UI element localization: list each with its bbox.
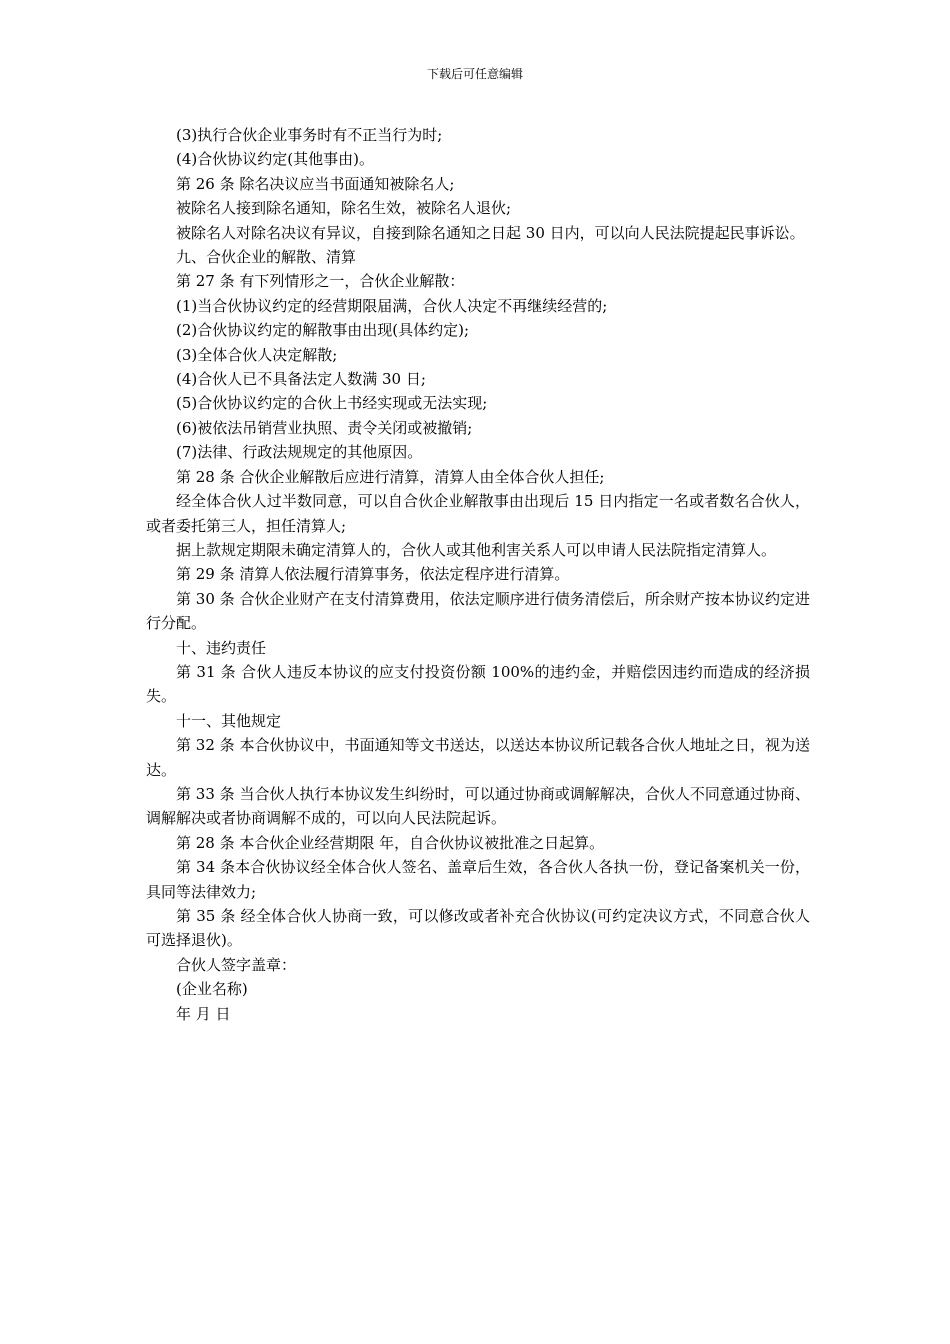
signature-label: 合伙人签字盖章： [176,955,297,974]
article-32: 第 32 条 本合伙协议中，书面通知等文书送达，以送达本协议所记载各合伙人地址之日，视为送达。 [146,736,810,779]
list-item: (7)法律、行政法规规定的其他原因。 [176,443,423,462]
list-item: (3)全体合伙人决定解散; [176,345,338,364]
article-28: 第 28 条 合伙企业解散后应进行清算，清算人由全体合伙人担任; [176,467,605,486]
article-34: 第 34 条本合伙协议经全体合伙人签名、盖章后生效，各合伙人各执一份，登记备案机关一份，具同等法律效力; [146,858,810,901]
clause-paragraph: 被除名人对除名决议有异议，自接到除名通知之日起 30 日内，可以向人民法院提起民事诉讼。 [176,223,805,242]
date-line: 年 月 日 [176,1004,231,1023]
section-heading-9: 九、合伙企业的解散、清算 [176,248,357,267]
article-33: 第 33 条 当合伙人执行本协议发生纠纷时，可以通过协商或调解解决，合伙人不同意通过协商、调解解决或者协商调解不成的，可以向人民法院起诉。 [146,784,810,828]
clause-paragraph: (3)执行合伙企业事务时有不正当行为时; [176,126,443,144]
clause-paragraph: (4)合伙协议约定(其他事由)。 [176,150,374,169]
section-heading-11: 十一、其他规定 [176,711,282,730]
article-27: 第 27 条 有下列情形之一，合伙企业解散： [176,272,465,291]
document-body [146,123,810,1026]
clause-paragraph: 被除名人接到除名通知，除名生效，被除名人退伙; [176,199,512,218]
article-29: 第 29 条 清算人依法履行清算事务，依法定程序进行清算。 [176,565,570,584]
list-item: (5)合伙协议约定的合伙上书经实现或无法实现; [176,394,488,413]
company-name-placeholder: (企业名称) [176,980,248,999]
list-item: (2)合伙协议约定的解散事由出现(具体约定); [176,321,470,340]
article-35: 第 35 条 经全体合伙人协商一致，可以修改或者补充合伙协议(可约定决议方式，不同意合伙人可选择退伙)。 [146,907,810,950]
article-30: 第 30 条 合伙企业财产在支付清算费用，依法定顺序进行债务清偿后，所余财产按本协议约定进行分配。 [146,589,810,633]
article-28-term: 第 28 条 本合伙企业经营期限 年，自合伙协议被批准之日起算。 [176,833,605,852]
list-item: (6)被依法吊销营业执照、责令关闭或被撤销; [176,418,473,437]
article-31: 第 31 条 合伙人违反本协议的应支付投资份额 100%的违约金，并赔偿因违约而造成的经济损失。 [146,662,810,706]
section-heading-10: 十、违约责任 [176,638,267,657]
clause-paragraph: 经全体合伙人过半数同意，可以自合伙企业解散事由出现后 15 日内指定一名或者数名合伙人，或者委托第三人，担任清算人; [146,492,810,535]
list-item: (4)合伙人已不具备法定人数满 30 日; [176,370,426,389]
list-item: (1)当合伙协议约定的经营期限届满，合伙人决定不再继续经营的; [176,296,608,315]
page-header: 下载后可任意编辑 [426,67,523,81]
article-26: 第 26 条 除名决议应当书面通知被除名人; [176,174,455,193]
clause-paragraph: 据上款规定期限未确定清算人的，合伙人或其他利害关系人可以申请人民法院指定清算人。 [176,540,777,559]
